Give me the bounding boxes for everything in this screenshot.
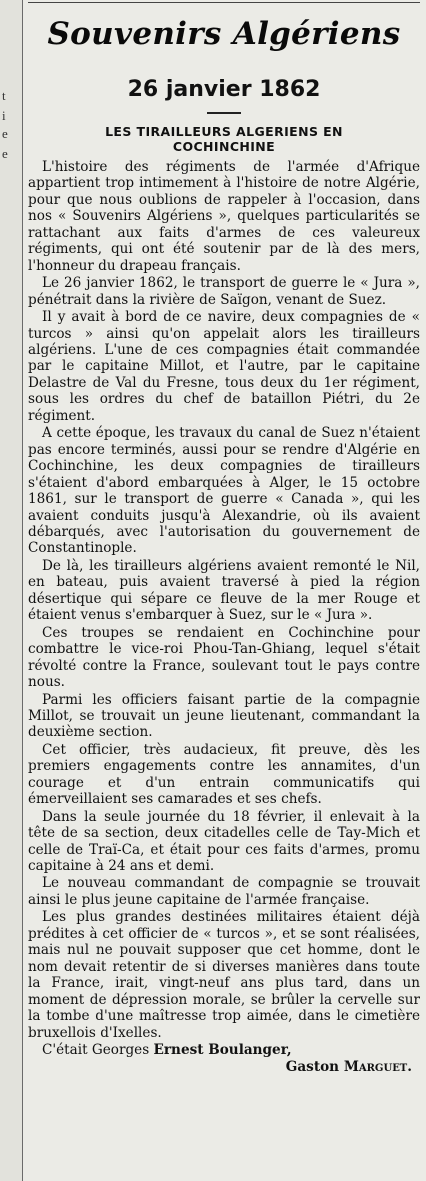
article-column — [28, 0, 420, 1075]
paragraph: A cette époque, les travaux du canal de Suez n'étaient pas encore terminés, aussi pour se rendre d'Algérie en Cochinchine, les deux compagnies de tirailleurs s'étaient d'abord embarquées à Alger, le 15 octobre 1861, sur le transport de guerre « Canada », qui les avaient conduits jusqu'à Alexandrie, où ils avaient débarqués, avec l'autorisation du gouvernement de Constantinople. — [28, 425, 420, 557]
paragraph: De là, les tirailleurs algériens avaient remonté le Nil, en bateau, puis avaient traversé à pied la région désertique qui sépare ce fleuve de la mer Rouge et étaient venus s'embarquer à Suez, sur le « Jura ». — [28, 557, 420, 624]
author-first-name: Gaston — [285, 1058, 340, 1075]
article-body — [28, 159, 420, 1075]
closing-line — [28, 1042, 420, 1059]
paragraph: Le 26 janvier 1862, le transport de guerre le « Jura », pénétrait dans la rivière de Saïgon, venant de Suez. — [28, 275, 420, 308]
paragraph: Les plus grandes destinées militaires étaient déjà prédites à cet officier de « turcos », et se sont réalisées, mais nul ne pouvait supposer que cet homme, dont le nom devait retentir de si diverses manières dans toute la France, irait, vingt-neuf ans plus tard, dans un moment de dépression morale, se brûler la cervelle sur la tombe d'une maîtresse trop aimée, dans le cimetière bruxellois d'Ixelles. — [28, 909, 420, 1041]
closing-prefix: C'était Georges — [42, 1042, 150, 1059]
paragraph: L'histoire des régiments de l'armée d'Afrique appartient trop intimement à l'histoire de notre Algérie, pour que nous oublions de rappeler à l'occasion, dans nos « Souvenirs Algériens », quelques particularités se rattachant aux faits d'armes de ces valeureux régiments, qui ont été soutenir par de là des mers, l'honneur du drapeau français. — [28, 159, 420, 274]
margin-letter: t — [2, 88, 6, 103]
headline-line: LES TIRAILLEURS ALGERIENS EN — [105, 124, 343, 139]
article-date: 26 janvier 1862 — [127, 77, 321, 102]
margin-letter: e — [2, 146, 8, 161]
margin-letter: e — [2, 126, 8, 141]
paragraph: Cet officier, très audacieux, fit preuve, dès les premiers engagements contre les annamites, d'un courage et d'un entrain communicatifs qui émerveillaient ses camarades et ses chefs. — [28, 741, 420, 808]
paragraph: Parmi les officiers faisant partie de la compagnie Millot, se trouvait un jeune lieutenant, commandant la deuxième section. — [28, 691, 420, 741]
margin-letter: i — [2, 108, 6, 123]
closing-name: Ernest Boulanger, — [153, 1042, 292, 1059]
left-margin-strip — [0, 0, 23, 1181]
author-last-name: Marguet. — [343, 1058, 412, 1075]
top-rule — [28, 2, 420, 6]
article-headline — [28, 124, 420, 154]
paragraph: Il y avait à bord de ce navire, deux compagnies de « turcos » ainsi qu'on appelait alors les tirailleurs algériens. L'une de ces compagnies était commandée par le capitaine Millot, et l'autre, par le capitaine Delastre de Val du Fresne, tous deux du 1er régiment, sous les ordres du chef de bataillon Piétri, du 2e régiment. — [28, 309, 420, 424]
paragraph: Ces troupes se rendaient en Cochinchine pour combattre le vice-roi Phou-Tan-Ghiang, lequel s'était révolté contre la France, soulevant tout le pays contre nous. — [28, 624, 420, 691]
paragraph: Dans la seule journée du 18 février, il enlevait à la tête de sa section, deux citadelles celle de Tay-Mich et celle de Traï-Ca, et était pour ces faits d'armes, promu capitaine à 24 ans et demi. — [28, 808, 420, 875]
section-title: Souvenirs Algériens — [47, 16, 401, 52]
author-signature — [28, 1059, 412, 1076]
headline-line: COCHINCHINE — [172, 139, 276, 154]
divider — [207, 112, 241, 114]
paragraph: Le nouveau commandant de compagnie se trouvait ainsi le plus jeune capitaine de l'armée française. — [28, 875, 420, 908]
